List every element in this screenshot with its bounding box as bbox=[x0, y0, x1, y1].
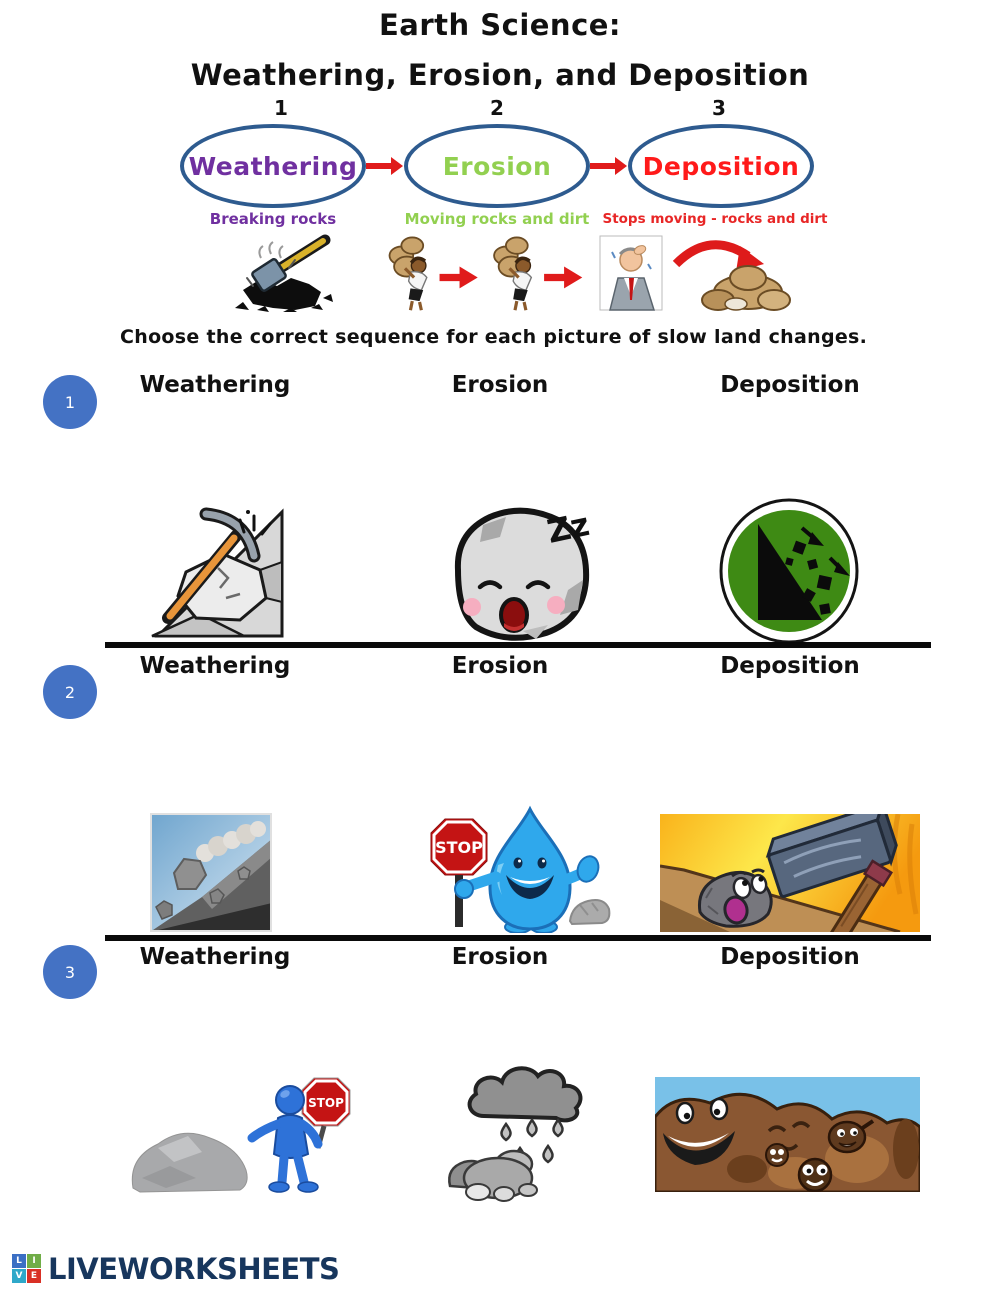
diagram-step-number-2: 2 bbox=[490, 96, 504, 120]
figure-stop-sign-rock-image bbox=[118, 1066, 358, 1198]
q1-answer-weathering[interactable]: Weathering bbox=[139, 372, 291, 398]
liveworksheets-logo-icon bbox=[12, 1254, 42, 1284]
logo-letter-i: I bbox=[27, 1254, 41, 1268]
question-2-badge: 2 bbox=[43, 665, 97, 719]
water-drop-stop-sign-image bbox=[412, 803, 612, 933]
man-and-rock-pile-image bbox=[598, 230, 796, 312]
q1-answer-erosion[interactable]: Erosion bbox=[451, 372, 549, 398]
row-divider-line bbox=[105, 935, 931, 941]
oval-weathering-label: Weathering bbox=[188, 151, 358, 181]
hammer-breaking-rocks-image bbox=[225, 228, 337, 312]
flow-arrow-icon bbox=[590, 154, 628, 178]
oval-erosion bbox=[404, 124, 590, 208]
logo-letter-v: V bbox=[12, 1269, 26, 1283]
question-1-badge: 1 bbox=[43, 375, 97, 429]
caption-stops-moving: Stops moving - rocks and dirt bbox=[602, 211, 828, 227]
falling-rocks-sign-image bbox=[718, 498, 860, 644]
page-title-line2: Weathering, Erosion, and Deposition bbox=[190, 58, 810, 92]
rockslide-image bbox=[150, 813, 272, 932]
brand-name: LIVEWORKSHEETS bbox=[48, 1252, 340, 1286]
logo-letter-l: L bbox=[12, 1254, 26, 1268]
diagram-step-number-1: 1 bbox=[274, 96, 288, 120]
pickaxe-breaking-rock-image bbox=[148, 502, 286, 640]
q3-answer-erosion[interactable]: Erosion bbox=[451, 944, 549, 970]
oval-deposition bbox=[628, 124, 814, 208]
oval-deposition-label: Deposition bbox=[642, 151, 800, 181]
liveworksheets-footer[interactable] bbox=[12, 1252, 339, 1286]
instruction-text: Choose the correct sequence for each picture of slow land changes. bbox=[120, 326, 868, 348]
logo-letter-e: E bbox=[27, 1269, 41, 1283]
flow-arrow-icon bbox=[366, 154, 404, 178]
q1-answer-deposition[interactable]: Deposition bbox=[720, 372, 860, 398]
caption-breaking-rocks: Breaking rocks bbox=[209, 210, 337, 228]
stop-sign-text: STOP bbox=[435, 838, 483, 857]
q2-answer-erosion[interactable]: Erosion bbox=[451, 653, 549, 679]
page-title-line1: Earth Science: bbox=[378, 8, 622, 42]
rain-cloud-rocks-image bbox=[436, 1062, 606, 1202]
hammer-hitting-rock-image bbox=[660, 814, 920, 932]
person-carrying-rocks bbox=[494, 237, 531, 310]
oval-erosion-label: Erosion bbox=[442, 151, 552, 181]
oval-weathering bbox=[180, 124, 366, 208]
q3-answer-weathering[interactable]: Weathering bbox=[139, 944, 291, 970]
caption-moving-rocks: Moving rocks and dirt bbox=[404, 210, 590, 228]
q2-answer-weathering[interactable]: Weathering bbox=[139, 653, 291, 679]
row-divider-line bbox=[105, 642, 931, 648]
question-3-badge: 3 bbox=[43, 945, 97, 999]
people-carrying-rocks-image bbox=[385, 232, 585, 312]
q3-answer-deposition[interactable]: Deposition bbox=[720, 944, 860, 970]
diagram-step-number-3: 3 bbox=[712, 96, 726, 120]
smiling-rock-pile-image bbox=[655, 1077, 920, 1192]
snore-text: Zz bbox=[543, 504, 593, 551]
stop-sign-text: STOP bbox=[308, 1096, 344, 1110]
q2-answer-deposition[interactable]: Deposition bbox=[720, 653, 860, 679]
sleeping-rock-image bbox=[428, 495, 603, 645]
person-carrying-rocks bbox=[390, 237, 427, 310]
process-diagram bbox=[180, 124, 820, 208]
